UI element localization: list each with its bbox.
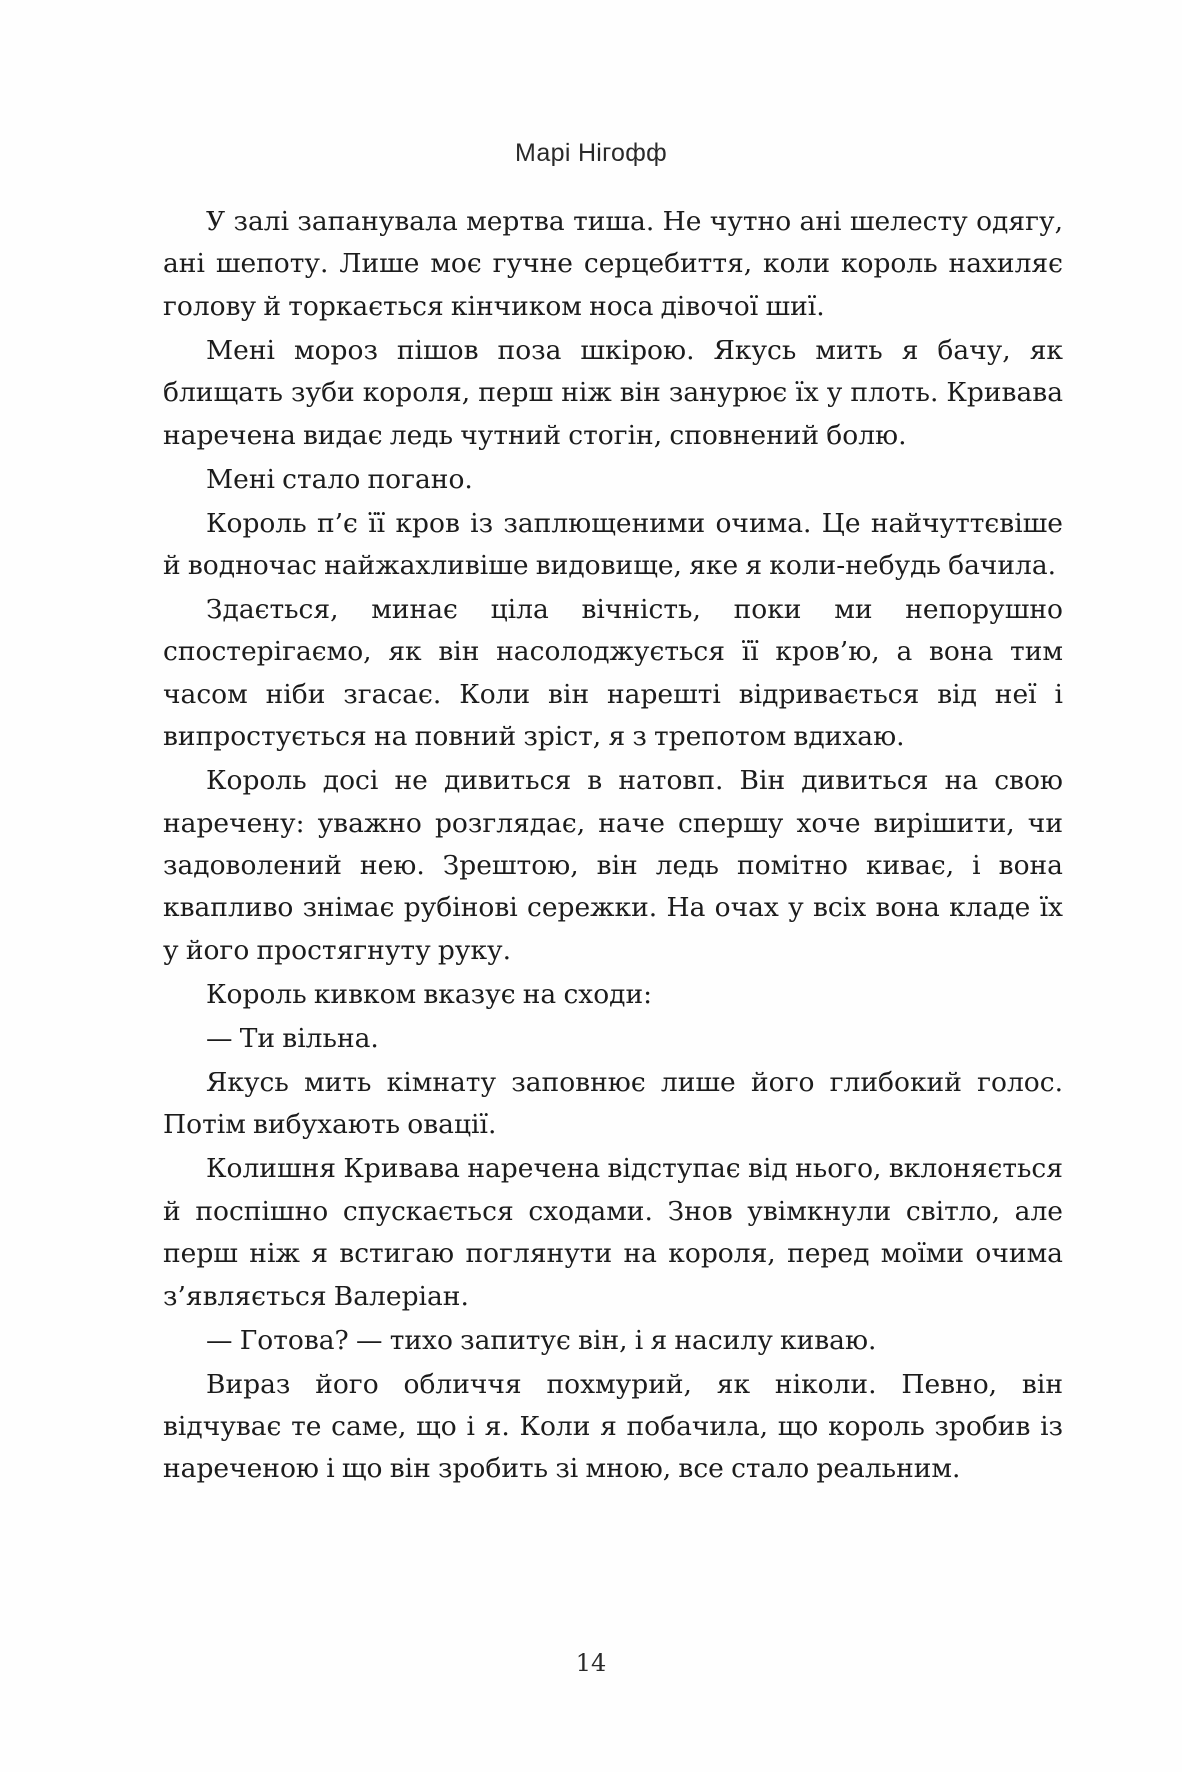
paragraph: Вираз його обличчя похмурий, як ніколи. Певно, він відчуває те саме, що і я. Коли я побачила, що король зробив із нареченою і що він зробить зі мною, все стало реальним. xyxy=(163,1368,1063,1485)
paragraph: Колишня Кривава наречена відступає від нього, вклоняється й поспішно спускається сходами. Знов увімкнули світло, але перш ніж я встигаю поглянути на короля, перед моїми очима з’являється Валеріан. xyxy=(163,1153,1063,1312)
dialogue-line: — Готова? — тихо запитує він, і я насилу киваю. xyxy=(206,1324,877,1356)
paragraph: Якусь мить кімнату заповнює лише його глибокий голос. Потім вибухають овації. xyxy=(163,1066,1063,1141)
paragraph: У залі запанувала мертва тиша. Не чутно ані шелесту одягу, ані шепоту. Лише моє гучне серцебиття, коли король нахиляє голову й торкається кінчиком носа дівочої шиї. xyxy=(163,206,1063,322)
body-text xyxy=(163,201,1063,1492)
paragraph: Король кивком вказує на сходи: xyxy=(206,978,653,1010)
paragraph: Здається, минає ціла вічність, поки ми непорушно спостерігаємо, як він насолоджується її кров’ю, а вона тим часом ніби згасає. Коли він нарешті відривається від неї і випростується на повний зріст, я з трепотом вдихаю. xyxy=(163,594,1063,753)
paragraph: Мені мороз пішов поза шкірою. Якусь мить я бачу, як блищать зуби короля, перш ніж він занурює їх у плоть. Кривава наречена видає ледь чутний стогін, сповнений болю. xyxy=(163,334,1063,451)
paragraph: Король досі не дивиться в натовп. Він дивиться на свою наречену: уважно розглядає, наче спершу хоче вирішити, чи задоволений нею. Зрештою, він ледь помітно киває, і вона квапливо знімає рубінові сережки. На очах у всіх вона кладе їх у його простягнуту руку. xyxy=(163,765,1063,966)
paragraph: Король п’є її кров із заплющеними очима. Це найчуттєвіше й водночас найжахливіше видовище, яке я коли-небудь бачила. xyxy=(163,507,1063,582)
paragraph: Мені стало погано. xyxy=(206,463,473,495)
running-header-author: Марі Нігофф xyxy=(515,139,667,167)
dialogue-line: — Ти вільна. xyxy=(206,1022,379,1054)
page-number: 14 xyxy=(575,1649,607,1677)
